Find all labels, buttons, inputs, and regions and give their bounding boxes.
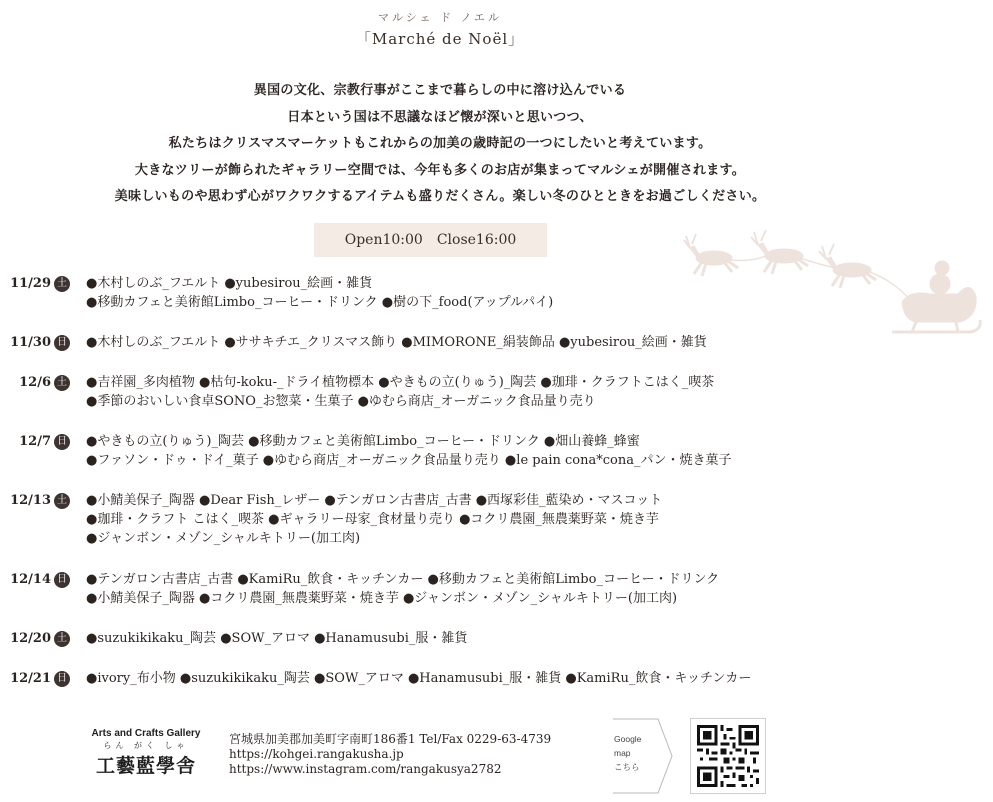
date-label: 11/29: [10, 276, 51, 291]
weekday-badge: 日: [54, 671, 70, 687]
schedule-row: [0, 629, 880, 649]
page-header: [0, 10, 880, 49]
schedule-row: [0, 669, 880, 689]
weekday-badge: 日: [54, 335, 70, 351]
instagram-link[interactable]: https://www.instagram.com/rangakusya2782: [229, 762, 502, 776]
vendor-line: ●テンガロン古書店_古書 ●KamiRu_飲食・キッチンカー ●移動カフェと美術館Limbo_コーヒー・ドリンク: [86, 572, 720, 587]
hours-badge: Open10:00 Close16:00: [314, 223, 547, 257]
vendor-line: ●珈琲・クラフト こはく_喫茶 ●ギャラリー母家_食材量り売り ●コクリ農園_無農薬野菜・焼き芋: [86, 512, 659, 527]
weekday-badge: 日: [54, 572, 70, 588]
website-link[interactable]: https://kohgei.rangakusha.jp: [229, 747, 404, 761]
weekday-badge: 日: [54, 434, 70, 450]
vendor-line: ●ジャンボン・メゾン_シャルキトリー(加工肉): [86, 531, 361, 546]
address-text: 宮城県加美郡加美町字南町186番1 Tel/Fax 0229-63-4739: [229, 732, 552, 746]
intro-line: 大きなツリーが飾られたギャラリー空間では、今年も多くのお店が集まってマルシェが開催されます。: [134, 162, 746, 178]
date-label: 12/20: [10, 631, 51, 646]
logo-ruby: らん がく しゃ: [103, 741, 189, 750]
contact-info: [229, 732, 551, 777]
intro-text: [0, 78, 880, 211]
intro-line: 私たちはクリスマスマーケットもこれからの加美の歳時記の一つにしたいと考えています。: [168, 136, 712, 151]
schedule-row: [0, 491, 880, 551]
weekday-badge: 土: [54, 276, 70, 292]
schedule-row: [0, 274, 880, 314]
vendor-line: ●木村しのぶ_フエルト ●ササキチエ_クリスマス飾り ●MIMORONE_絹装飾品 ●yubesirou_絵画・雑貨: [86, 335, 707, 350]
date-label: 12/13: [10, 493, 51, 508]
vendor-line: ●移動カフェと美術館Limbo_コーヒー・ドリンク ●樹の下_food(アップルパイ): [86, 295, 554, 310]
vendor-line: ●ファソン・ドゥ・ドイ_菓子 ●ゆむら商店_オーガニック食品量り売り ●le pain cona*cona_パン・焼き菓子: [86, 453, 732, 468]
reindeer-icon: [684, 234, 738, 276]
weekday-badge: 土: [54, 375, 70, 391]
intro-line: 日本という国は不思議なほど懐が深いと思いつつ、: [287, 109, 593, 125]
date-label: 12/7: [19, 434, 51, 449]
vendor-line: ●小鯖美保子_陶器 ●Dear Fish_レザー ●テンガロン古書店_古書 ●西塚彩佳_藍染め・マスコット: [86, 493, 663, 508]
date-label: 12/21: [10, 671, 51, 686]
vendor-line: ●suzukikikaku_陶芸 ●SOW_アロマ ●Hanamusubi_服・雑貨: [86, 631, 468, 646]
qr-code-graphic: [691, 719, 765, 793]
page-title: 「Marché de Noël」: [355, 30, 525, 48]
map-label: こちら: [614, 762, 640, 772]
weekday-badge: 土: [54, 493, 70, 509]
intro-line: 異国の文化、宗教行事がここまで暮らしの中に溶け込んでいる: [253, 83, 627, 98]
schedule-row: [0, 570, 880, 610]
vendor-line: ●季節のおいしい食卓SONO_お惣菜・生菓子 ●ゆむら商店_オーガニック食品量り売り: [86, 394, 596, 409]
google-map-link[interactable]: [612, 718, 674, 794]
logo-english: Arts and Crafts Gallery: [91, 728, 201, 739]
weekday-badge: 土: [54, 631, 70, 647]
intro-line: 美味しいものや思わず心がワクワクするアイテムも盛りだくさん。楽しい冬のひとときをお過ごしください。: [114, 189, 766, 204]
vendor-line: ●ivory_布小物 ●suzukikikaku_陶芸 ●SOW_アロマ ●Hanamusubi_服・雑貨 ●KamiRu_飲食・キッチンカー: [86, 671, 752, 686]
reindeer-icon: [751, 230, 808, 274]
schedule-row: [0, 333, 880, 353]
logo-japanese: 工藝藍學舎: [95, 755, 196, 777]
vendor-line: ●小鯖美保子_陶器 ●コクリ農園_無農薬野菜・焼き芋 ●ジャンボン・メゾン_シャルキトリー(加工肉): [86, 591, 678, 606]
vendor-line: ●木村しのぶ_フエルト ●yubesirou_絵画・雑貨: [86, 276, 373, 291]
map-label: map: [614, 748, 631, 758]
vendor-line: ●やきもの立(りゅう)_陶芸 ●移動カフェと美術館Limbo_コーヒー・ドリンク ●畑山養蜂_蜂蜜: [86, 434, 640, 449]
subtitle: マルシェ ド ノエル: [378, 11, 502, 24]
schedule-row: [0, 432, 880, 472]
date-label: 11/30: [10, 335, 51, 350]
date-label: 12/14: [10, 572, 51, 587]
schedule-row: [0, 373, 880, 413]
qr-code-icon[interactable]: [690, 718, 766, 794]
map-label: Google: [614, 734, 642, 744]
gallery-logo: [86, 728, 206, 778]
sleigh-icon: [892, 261, 980, 332]
vendor-line: ●吉祥園_多肉植物 ●枯句-koku-_ドライ植物標本 ●やきもの立(りゅう)_陶芸 ●珈琲・クラフトこはく_喫茶: [86, 375, 715, 390]
date-label: 12/6: [19, 375, 51, 390]
